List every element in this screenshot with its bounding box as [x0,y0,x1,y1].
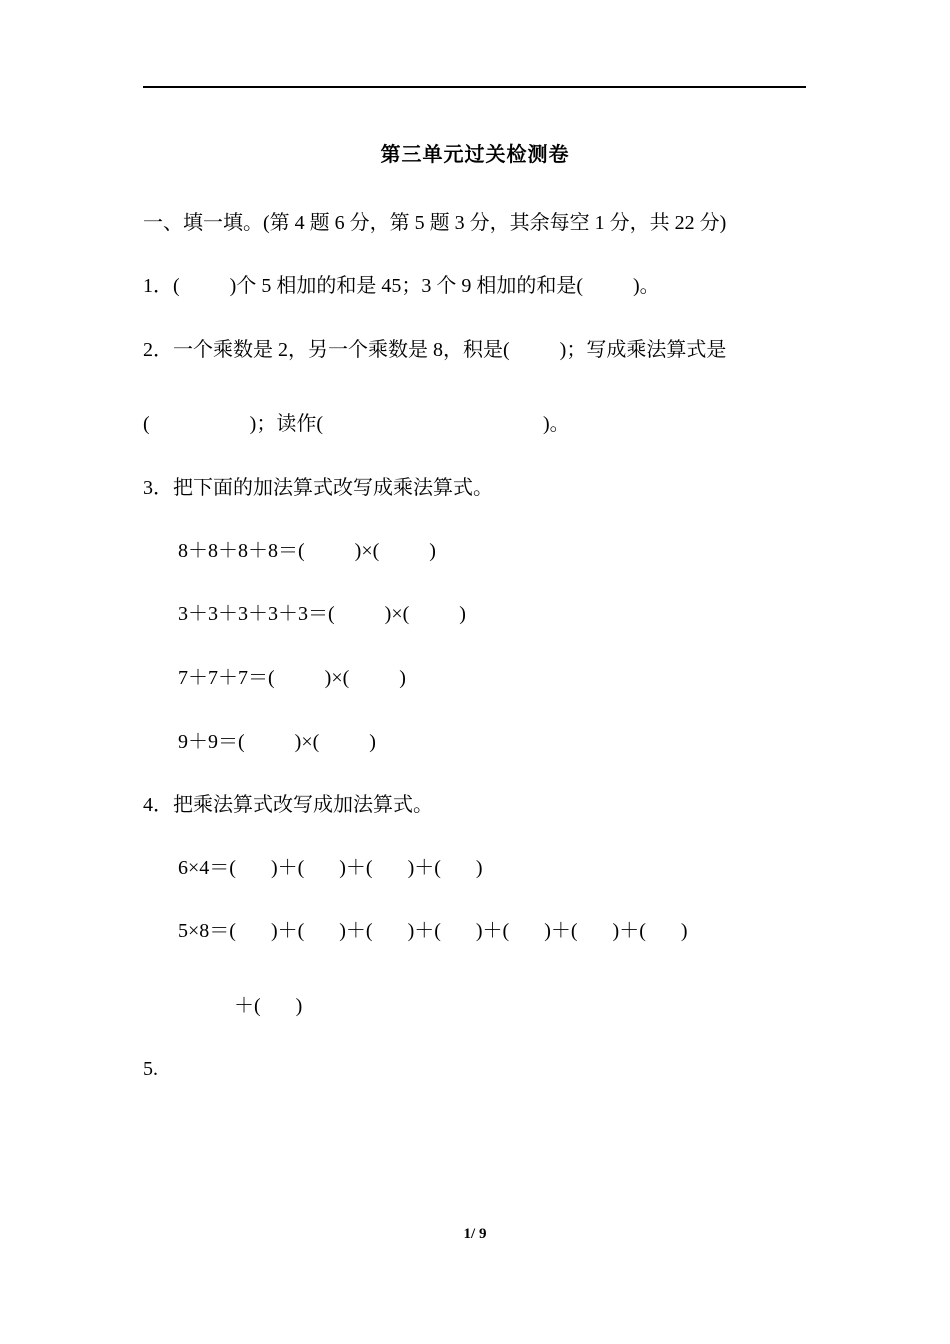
question-5: 5. [143,1058,158,1080]
section-1-heading: 一、填一填。(第 4 题 6 分，第 5 题 3 分，其余每空 1 分，共 22 分) [143,212,727,234]
question-2-line-2: ( )；读作( )。 [143,413,570,435]
question-4-item-continued: ＋( ) [234,995,303,1017]
question-3: 3．把下面的加法算式改写成乘法算式。 [143,477,493,499]
page-number: 1/ 9 [463,1226,487,1242]
question-4-item: 5×8＝( )＋( )＋( )＋( )＋( )＋( )＋( ) [178,920,688,942]
question-3-item: 8＋8＋8＋8＝( )×( ) [178,540,436,562]
question-4-item: 6×4＝( )＋( )＋( )＋( ) [178,857,483,879]
page-title: 第三单元过关检测卷 [380,142,570,166]
question-1: 1．( )个 5 相加的和是 45；3 个 9 相加的和是( )。 [143,275,660,297]
top-rule [143,86,806,88]
question-3-item: 7＋7＋7＝( )×( ) [178,667,406,689]
question-4: 4．把乘法算式改写成加法算式。 [143,794,433,816]
question-3-item: 3＋3＋3＋3＋3＝( )×( ) [178,603,466,625]
question-2-line-1: 2．一个乘数是 2，另一个乘数是 8，积是( )；写成乘法算式是 [143,339,727,361]
question-3-item: 9＋9＝( )×( ) [178,731,376,753]
